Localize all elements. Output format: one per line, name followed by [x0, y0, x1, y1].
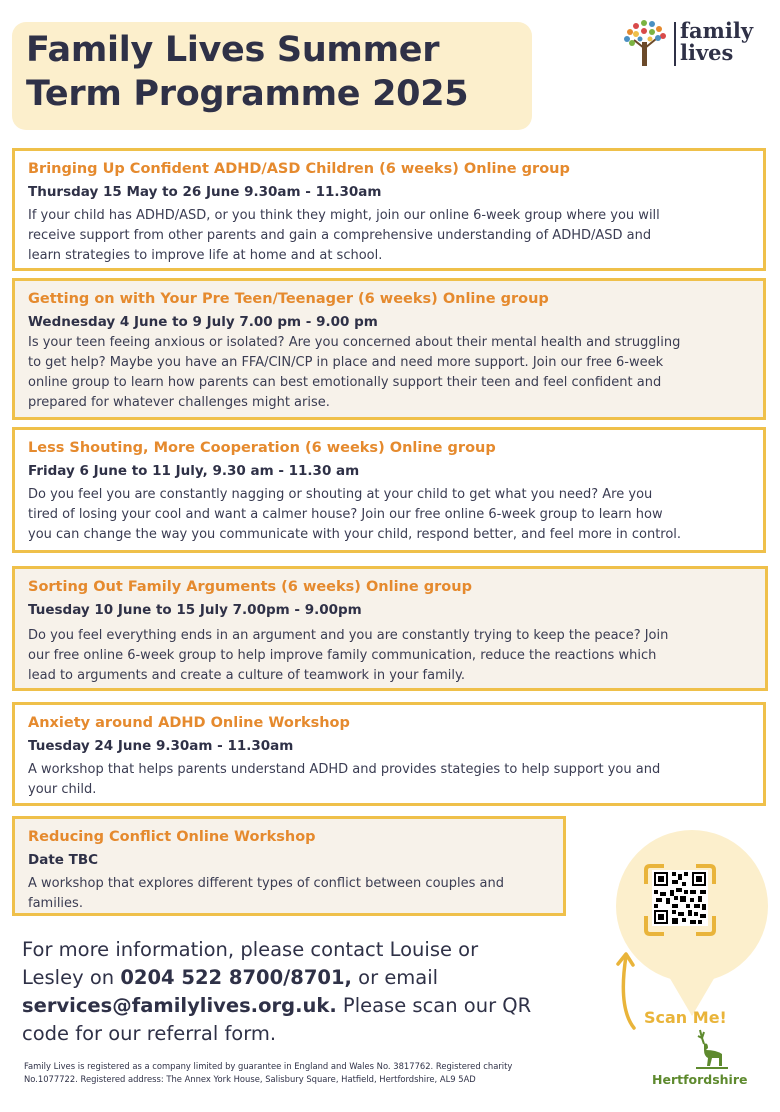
programme-card [12, 702, 766, 806]
email-link[interactable]: services@familylives.org.uk. [22, 994, 337, 1017]
description-line: A workshop that explores different types of conflict between couples and [28, 876, 504, 891]
description-line: online group to learn how parents can best emotionally support their teen and feel confident and [28, 375, 662, 390]
description-line: receive support from other parents and gain a comprehensive understanding of ADHD/ASD and [28, 228, 652, 243]
programme-title: Bringing Up Confident ADHD/ASD Children (6 weeks) Online group [28, 161, 570, 177]
programme-description [28, 206, 749, 266]
description-line: our free online 6-week group to help improve family communication, reduce the reactions which [28, 648, 657, 663]
description-line: to get help? Maybe you have an FFA/CIN/CP in place and need more support. Join our free 6-week [28, 355, 664, 370]
programme-description [28, 333, 749, 413]
contact-line [22, 992, 612, 1020]
contact-line [22, 964, 612, 992]
contact-info [22, 936, 612, 1048]
scan-me-label: Scan Me! [644, 1008, 727, 1027]
programme-title: Reducing Conflict Online Workshop [28, 829, 316, 845]
programme-description [28, 874, 549, 914]
programme-card [12, 566, 768, 691]
contact-text: Lesley on [22, 966, 121, 989]
programme-title: Getting on with Your Pre Teen/Teenager (6 weeks) Online group [28, 291, 549, 307]
phone-number[interactable]: 0204 522 8700/8701, [120, 966, 352, 989]
description-line: Is your teen feeing anxious or isolated? Are you concerned about their mental health and struggling [28, 335, 681, 350]
description-line: If your child has ADHD/ASD, or you think they might, join our online 6-week group where you will [28, 208, 660, 223]
logo-word-lives: lives [680, 40, 734, 65]
qr-code-icon[interactable] [652, 870, 708, 926]
contact-line: For more information, please contact Louise or [22, 938, 479, 961]
logo-divider [674, 22, 676, 66]
footer-line: Family Lives is registered as a company limited by guarantee in England and Wales No. 3817762. Registered charity [24, 1061, 513, 1071]
description-line: prepared for whatever challenges might arise. [28, 395, 330, 410]
programme-card [12, 427, 766, 553]
page-title-line-2: Term Programme 2025 [26, 74, 469, 114]
description-line: Do you feel you are constantly nagging or shouting at your child to get what you need? Are you [28, 487, 653, 502]
description-line: you can change the way you communicate with your child, respond better, and feel more in control. [28, 527, 682, 542]
hertfordshire-logo [650, 1028, 760, 1092]
programme-date: Friday 6 June to 11 July, 9.30 am - 11.30 am [28, 463, 360, 479]
page-title [26, 28, 546, 116]
page-title-line-1: Family Lives Summer [26, 30, 440, 70]
tree-logo-icon [622, 18, 670, 68]
programme-card [12, 148, 766, 271]
programme-title: Less Shouting, More Cooperation (6 weeks) Online group [28, 440, 496, 456]
programme-date: Date TBC [28, 852, 99, 868]
description-line: your child. [28, 782, 97, 797]
description-line: A workshop that helps parents understand ADHD and provides stategies to help support you and [28, 762, 661, 777]
description-line: lead to arguments and create a culture of teamwork in your family. [28, 668, 465, 683]
programme-card [12, 278, 766, 420]
programme-card [12, 816, 566, 916]
programme-title: Sorting Out Family Arguments (6 weeks) Online group [28, 579, 472, 595]
contact-line: code for our referral form. [22, 1022, 277, 1045]
legal-footer [24, 1060, 644, 1086]
contact-text: or email [351, 966, 439, 989]
description-line: Do you feel everything ends in an argument and you are constantly trying to keep the peace? Join [28, 628, 669, 643]
description-line: learn strategies to improve life at home and at school. [28, 248, 383, 263]
contact-text: Please scan our QR [336, 994, 532, 1017]
footer-line: No.1077722. Registered address: The Annex York House, Salisbury Square, Hatfield, Hertfordshire, AL9 5AD [24, 1074, 476, 1084]
logo-word-family: family [680, 18, 754, 43]
family-lives-logo [622, 18, 772, 74]
programme-date: Tuesday 10 June to 15 July 7.00pm - 9.00pm [28, 602, 362, 618]
programme-description [28, 626, 751, 686]
programme-date: Wednesday 4 June to 9 July 7.00 pm - 9.00 pm [28, 314, 378, 330]
programme-description [28, 485, 749, 545]
programme-title: Anxiety around ADHD Online Workshop [28, 715, 350, 731]
programme-date: Thursday 15 May to 26 June 9.30am - 11.30am [28, 184, 382, 200]
programme-description [28, 760, 749, 800]
qr-section [612, 830, 772, 1030]
programme-date: Tuesday 24 June 9.30am - 11.30am [28, 738, 294, 754]
description-line: tired of losing your cool and want a calmer house? Join our free online 6-week group to learn how [28, 507, 663, 522]
logo-wordmark [680, 20, 753, 64]
hertfordshire-wordmark: Hertfordshire [652, 1072, 748, 1087]
stag-icon [682, 1028, 732, 1072]
description-line: families. [28, 896, 83, 911]
